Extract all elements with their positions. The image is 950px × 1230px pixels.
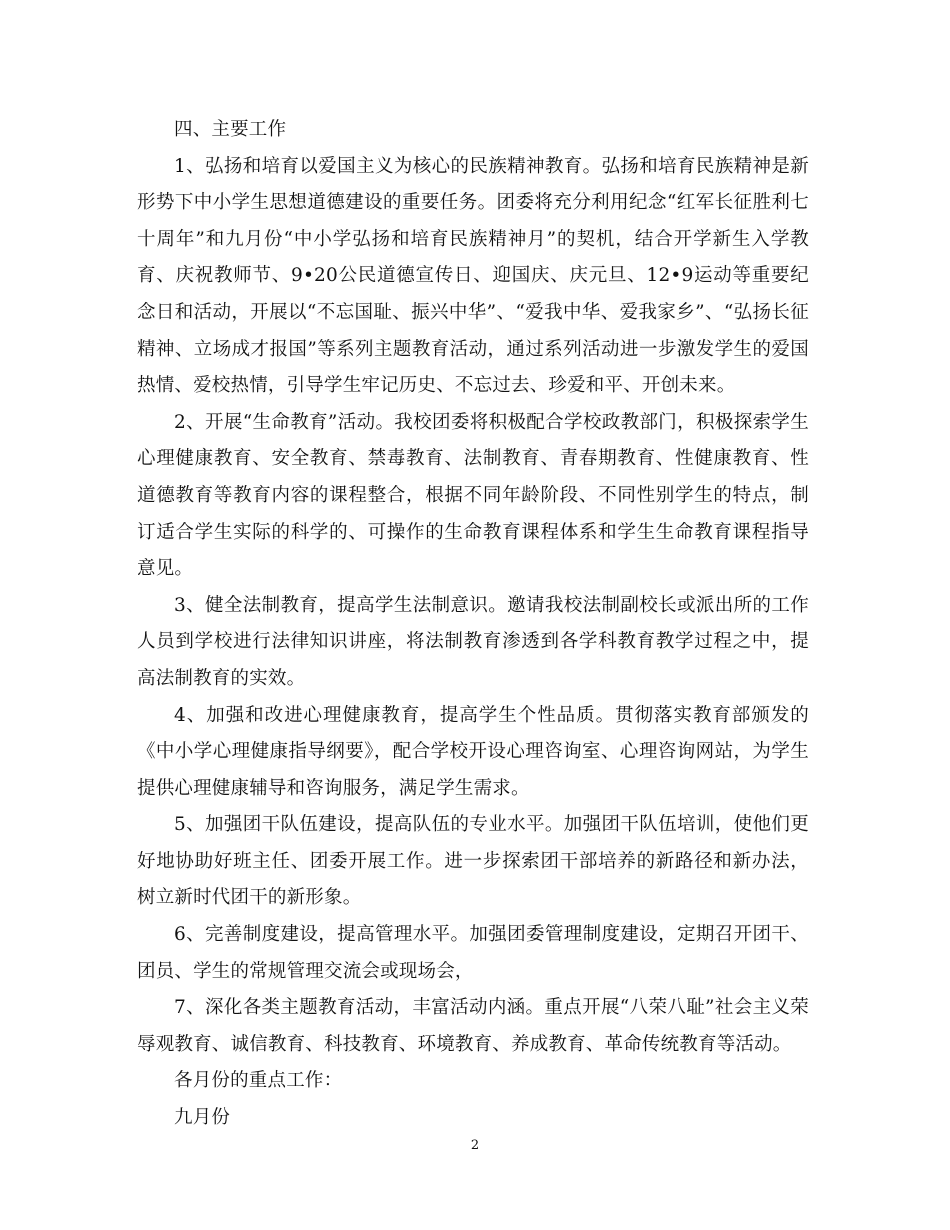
paragraph-item-4: 4、加强和改进心理健康教育，提高学生个性品质。贯彻落实教育部颁发的《中小学心理健康指导纲要》，配合学校开设心理咨询室、心理咨询网站，为学生提供心理健康辅导和咨询服务，满足学生需求。 bbox=[137, 704, 809, 799]
paragraph-item-6: 6、完善制度建设，提高管理水平。加强团委管理制度建设，定期召开团干、团员、学生的常规管理交流会或现场会， bbox=[137, 924, 809, 982]
section-heading: 四、主要工作 bbox=[174, 119, 287, 140]
document-body bbox=[137, 112, 809, 1137]
paragraph-item-5: 5、加强团干队伍建设，提高队伍的专业水平。加强团干队伍培训，使他们更好地协助好班主任、团委开展工作。进一步探索团干部培养的新路径和新办法，树立新时代团干的新形象。 bbox=[137, 814, 809, 909]
page-number: 2 bbox=[470, 1138, 480, 1153]
paragraph-item-3: 3、健全法制教育，提高学生法制意识。邀请我校法制副校长或派出所的工作人员到学校进行法律知识讲座，将法制教育渗透到各学科教育教学过程之中，提高法制教育的实效。 bbox=[137, 594, 809, 689]
paragraph-item-7: 7、深化各类主题教育活动，丰富活动内涵。重点开展“八荣八耻”社会主义荣辱观教育、诚信教育、科技教育、环境教育、养成教育、革命传统教育等活动。 bbox=[137, 997, 809, 1055]
paragraph-item-1: 1、弘扬和培育以爱国主义为核心的民族精神教育。弘扬和培育民族精神是新形势下中小学生思想道德建设的重要任务。团委将充分利用纪念“红军长征胜利七十周年”和九月份“中小学弘扬和培育民族精神月”的契机，结合开学新生入学教育、庆祝教师节、9•20公民道德宣传日、迎国庆、庆元旦、12•9运动等重要纪念日和活动，开展以“不忘国耻、振兴中华”、“爱我中华、爱我家乡”、“弘扬长征精神、立场成才报国”等系列主题教育活动，通过系列活动进一步激发学生的爱国热情、爱校热情，引导学生牢记历史、不忘过去、珍爱和平、开创未来。 bbox=[137, 155, 809, 397]
monthly-work-heading: 各月份的重点工作： bbox=[174, 1070, 343, 1092]
paragraph-item-2: 2、开展“生命教育”活动。我校团委将积极配合学校政教部门，积极探索学生心理健康教育、安全教育、禁毒教育、法制教育、青春期教育、性健康教育、性道德教育等教育内容的课程整合，根据不同年龄阶段、不同性别学生的特点，制订适合学生实际的科学的、可操作的生命教育课程体系和学生生命教育课程指导意见。 bbox=[137, 411, 809, 580]
september-heading: 九月份 bbox=[174, 1107, 231, 1129]
